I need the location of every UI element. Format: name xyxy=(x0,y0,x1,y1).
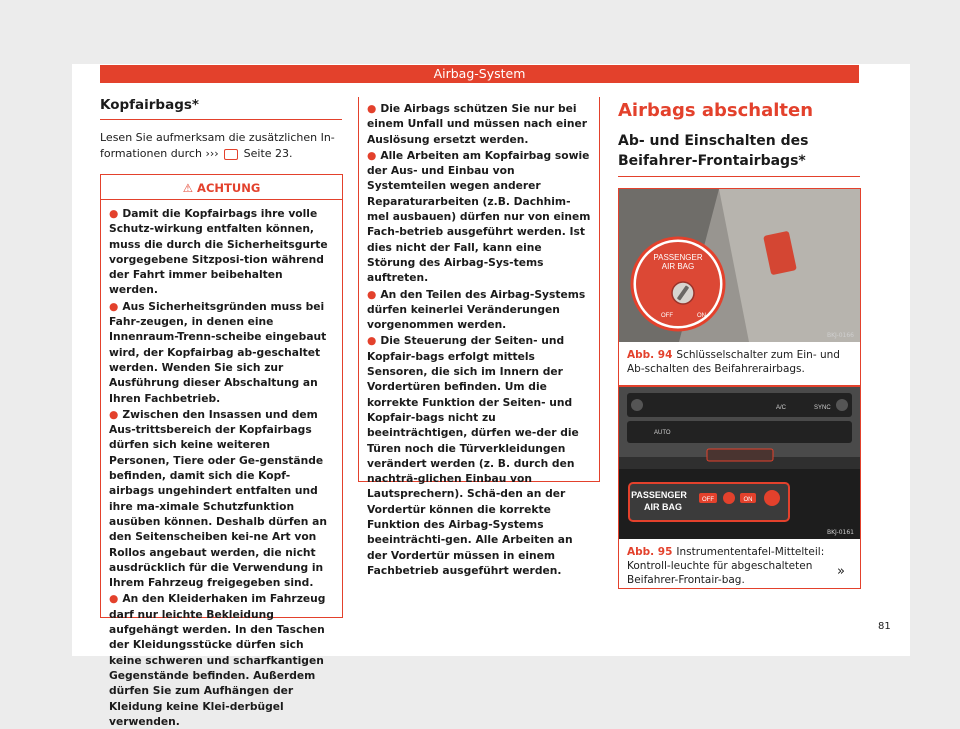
bullet-icon: ● xyxy=(109,207,119,220)
ref-arrows: ››› xyxy=(205,147,219,160)
figure-94-number: Abb. 94 xyxy=(627,349,673,361)
bullet-icon: ● xyxy=(109,407,119,421)
figure-94-caption xyxy=(619,342,860,382)
figure-95 xyxy=(618,386,861,589)
warning-icon: ⚠ xyxy=(182,181,194,195)
fig95-auto-label: AUTO xyxy=(654,430,671,436)
fig95-label-line2: AIR BAG xyxy=(644,502,682,512)
page-header: Airbag-System xyxy=(100,65,859,83)
figure-94-image xyxy=(619,189,860,342)
column-right xyxy=(618,100,860,177)
warning-box-continued xyxy=(358,97,600,577)
intro-text: Lesen Sie aufmerksam die zusätzlichen In-formationen durch xyxy=(100,131,335,160)
warning-list xyxy=(101,200,342,729)
warning-item-text: Die Airbags schützen Sie nur bei einem Unfall und müssen nach einer Auslösung ersetzt werden. xyxy=(367,102,587,146)
warning-item-text: An den Teilen des Airbag-Systems dürfen keinerlei Veränderungen vorgenommen werden. xyxy=(367,287,586,332)
warning-item xyxy=(367,148,591,286)
page-number: 81 xyxy=(878,621,891,632)
figure-95-code: BKJ-0161 xyxy=(826,529,854,536)
warning-item xyxy=(109,299,334,406)
fig95-label-line1: PASSENGER xyxy=(631,490,687,500)
figure-95-image xyxy=(619,387,860,539)
warning-list-continued xyxy=(359,97,599,578)
warning-title xyxy=(101,175,342,200)
warning-item xyxy=(367,101,591,147)
bullet-icon: ● xyxy=(367,287,377,301)
figure-94 xyxy=(618,188,861,386)
warning-box xyxy=(100,174,343,728)
warning-item xyxy=(109,407,334,591)
figure-94-illustration xyxy=(619,189,860,342)
bullet-icon: ● xyxy=(109,592,119,606)
warning-item xyxy=(109,591,334,729)
warning-item xyxy=(109,206,334,298)
fig95-ac-label: A/C xyxy=(776,405,787,411)
continue-mark: » xyxy=(837,564,845,579)
section-heading: Airbags abschalten xyxy=(618,100,814,121)
page-reference-link[interactable]: Seite 23. xyxy=(243,147,293,160)
column-left xyxy=(100,97,342,162)
intro-paragraph xyxy=(100,130,342,162)
reference-icon xyxy=(224,149,238,160)
warning-item-text: Alle Arbeiten am Kopfairbag sowie der Aus- und Einbau von Systemteilen wegen anderer Reparaturarbeiten (z.B. Dachhim-mel ausbauen) dürfen nur von einem Fach-betrieb ausgeführt werden. Ist dies nicht der Fall, kann eine Störung des Airbag-Sys-tems auftreten. xyxy=(367,148,591,285)
warning-item xyxy=(367,287,591,333)
warning-title-text: ACHTUNG xyxy=(197,181,261,195)
bullet-icon: ● xyxy=(367,148,377,162)
figure-94-code: BKJ-0166 xyxy=(826,332,854,339)
warning-item xyxy=(367,333,591,578)
warning-item-text: Damit die Kopfairbags ihre volle Schutz-wirkung entfalten können, muss die durch die Sicherheitsgurte vorgegebene Sitzposi-tion während der Fahrt immer beibehalten werden. xyxy=(109,207,328,297)
figure-95-caption xyxy=(619,539,860,593)
figure-95-caption-text: Instrumententafel-Mittelteil: Kontroll-leuchte für abgeschalteten Beifahrer-Frontair-bag. xyxy=(627,546,825,586)
fig95-sync-label: SYNC xyxy=(814,405,831,411)
fig94-label-line2: AIR BAG xyxy=(661,262,695,271)
bullet-icon: ● xyxy=(367,102,377,115)
warning-item-text: Zwischen den Insassen und dem Aus-trittsbereich der Kopfairbags dürfen sich keine weiteren Personen, Tiere oder Ge-genstände befinden, damit sich die Kopf-airbags ungehindert entfalten und ihre ma-ximale Schutzfunktion ausüben können. Deshalb dürfen an den Seitenscheiben kei-ne Art von Rollos angebaut werden, die nicht ausdrücklich für die Verwendung in Ihrem Fahrzeug freigegeben sind. xyxy=(109,407,327,590)
fig94-on-label: ON xyxy=(697,313,706,319)
figure-94-caption-text: Schlüsselschalter zum Ein- und Ab-schalten des Beifahrerairbags. xyxy=(627,349,840,375)
figure-95-number: Abb. 95 xyxy=(627,546,673,558)
warning-item-text: Aus Sicherheitsgründen muss bei Fahr-zeugen, in denen eine Innenraum-Trenn-scheibe eingebaut wird, der Kopfairbag ab-geschaltet werden. Wenden Sie sich zur Ausführung dieser Abschaltung an Ihren Fachbetrieb. xyxy=(109,299,327,405)
section-title: Kopfairbags* xyxy=(100,97,342,120)
fig94-label-line1: PASSENGER xyxy=(653,253,703,262)
fig94-off-label: OFF xyxy=(661,313,673,319)
figure-95-illustration xyxy=(619,387,860,539)
subsection-heading: Ab- und Einschalten des Beifahrer-Frontairbags* xyxy=(618,131,860,177)
fig95-on-label: ON xyxy=(743,497,753,503)
warning-item-text: An den Kleiderhaken im Fahrzeug darf nur leichte Bekleidung aufgehängt werden. In den Taschen der Kleidungsstücke dürfen sich keine schweren und scharfkantigen Gegenstände befinden. Außerdem dürfen Sie zum Aufhängen der Kleidung keine Klei-derbügel verwenden. xyxy=(109,592,326,728)
fig95-off-label: OFF xyxy=(702,497,714,503)
bullet-icon: ● xyxy=(109,299,119,313)
bullet-icon: ● xyxy=(367,334,377,348)
warning-item-text: Die Steuerung der Seiten- und Kopfair-bags erfolgt mittels Sensoren, die sich im Innern der Vordertüren befinden. Um die korrekte Funktion der Seiten- und Kopfair-bags nicht zu beeinträchtigen, dürfen we-der die Türen noch die Türverkleidungen verändert werden (z. B. durch den nachträ-glichen Einbau von Lautsprechern). Schä-den an der Vordertür können die korrekte Funktion des Airbag-Systems beeinträchti-gen. Alle Arbeiten an der Vordertür müssen in einem Fachbetrieb ausgeführt werden. xyxy=(367,334,579,577)
